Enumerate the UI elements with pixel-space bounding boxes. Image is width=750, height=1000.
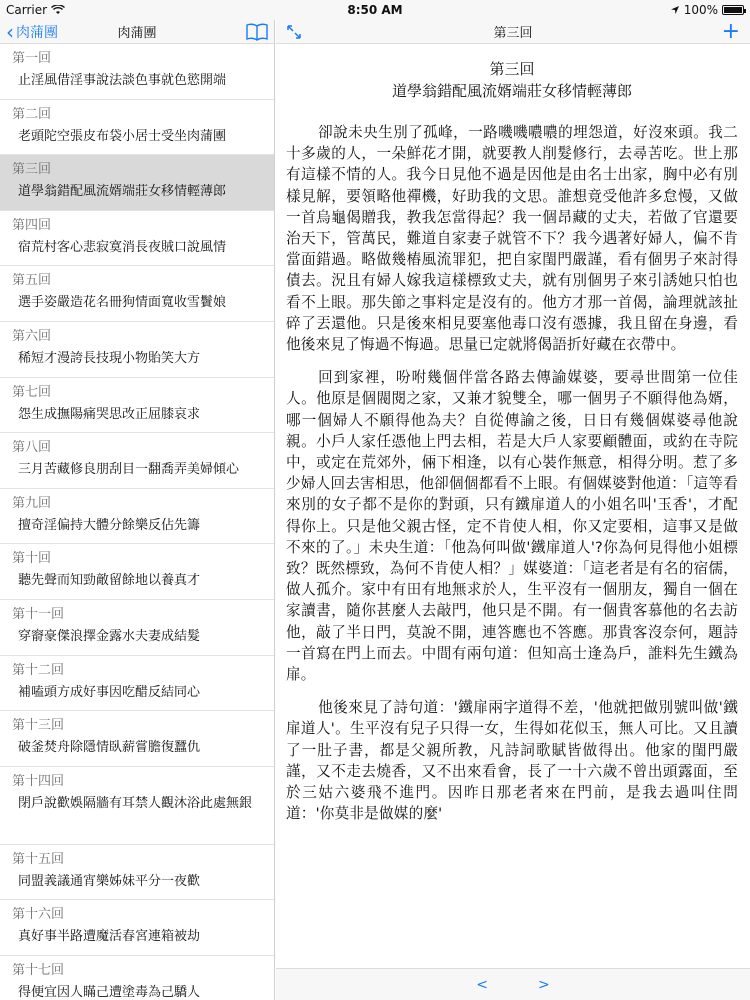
chapter-item[interactable]	[0, 544, 274, 600]
reader-pane	[276, 20, 750, 1000]
previous-page-button[interactable]: <	[476, 976, 488, 993]
chapter-title: 閉戶說歡娛隔牆有耳禁人觀沐浴此處無銀	[18, 795, 253, 811]
chapter-item[interactable]	[0, 100, 274, 156]
chapter-sidebar	[0, 20, 275, 1000]
chapter-number: 第七回	[12, 384, 52, 400]
chapter-number: 第十七回	[12, 962, 65, 978]
paragraph: 他後來見了詩句道：'鐵扉兩字道得不差，'他就把做別號叫做'鐵扉道人'。生平沒有兒子只得一女，生得如花似玉，無人可比。又且讀了一肚子書，都是父親所教，凡詩詞歌賦皆做得出。他家的閨門嚴謹，又不走去燒香，又不出來看會，長了一十六歲不曾出頭露面，至於三姑六婆飛不進門。因昨日那老者來在門前，是我去過叫住問道：'你莫非是做媒的麼'	[286, 699, 738, 823]
back-button[interactable]	[6, 22, 58, 42]
chapter-item[interactable]	[0, 44, 274, 100]
paragraph: 卻說未央生別了孤峰，一路嘰嘰噥噥的埋怨道，好沒來頭。我二十多歲的人，一朵鮮花才開，就要教人削髮修行，去尋苦吃。世上那有這樣不情的人。我今日見他不過是因他是由名士出家，胸中必有別樣見解，要領略他禪機，好助我的文思。誰想竟受他許多怠慢，又做一首烏龜偈贈我，教我怎當得起？我一個昂藏的丈夫，若做了官還要治天下，管萬民，難道自家妻子就管不下？我今遇著好婦人，偏不肯當面錯過。略做幾樁風流罪犯，把自家閨門嚴謹，看有個男子來討得債去。況且有婦人嫁我這樣標致丈夫，就有別個男子來引誘她只怕也看不上眼。那失節之事料定是沒有的。他方才那一首偈，論理就該扯碎了丟還他。只是後來相見要塞他毒口沒有憑據，我且留在身邊，看他後來見了悔過不悔過。思量已定就將偈語折好藏在衣帶中。	[286, 124, 738, 354]
chapter-title: 老頭陀空張皮布袋小居士受坐肉蒲團	[18, 128, 227, 144]
expand-icon[interactable]	[286, 24, 302, 40]
chevron-left-icon: ‹	[6, 20, 14, 44]
chapter-number: 第八回	[12, 440, 52, 456]
chapter-item[interactable]	[0, 711, 274, 767]
chapter-item-selected[interactable]	[0, 155, 274, 211]
location-arrow-icon	[670, 5, 680, 15]
reader-title: 第三回	[493, 26, 533, 41]
chapter-title: 穿窬豪傑浪擇金露水夫妻成結髮	[18, 628, 201, 644]
chapter-item[interactable]	[0, 322, 274, 378]
chapter-item[interactable]	[0, 845, 274, 901]
chapter-title: 真好事半路遭魔活春宮連箱被劫	[18, 929, 201, 945]
chapter-number: 第十一回	[12, 606, 65, 622]
chapter-title: 選手姿嚴造花名冊狗情面寬收雪鬢娘	[18, 295, 227, 311]
chapter-title: 補嗑頭方成好事因吃醋反結同心	[18, 684, 201, 700]
chapter-title: 宿荒村客心悲寂寞消長夜賊口說風情	[18, 239, 227, 255]
chapter-list	[0, 44, 274, 1000]
book-icon[interactable]	[246, 23, 268, 41]
clock: 8:50 AM	[347, 3, 403, 17]
chapter-number: 第五回	[12, 273, 52, 289]
battery-icon	[722, 5, 744, 15]
chapter-item[interactable]	[0, 600, 274, 656]
chapter-number: 第十二回	[12, 662, 65, 678]
chapter-item[interactable]	[0, 211, 274, 267]
wifi-icon	[51, 5, 65, 15]
reader-navbar	[276, 20, 750, 44]
chapter-title: 三月苦藏修良朋刮目一翻喬弄美婦傾心	[18, 462, 240, 478]
chapter-number: 第十六回	[12, 907, 65, 923]
status-bar	[0, 0, 750, 20]
chapter-item[interactable]	[0, 378, 274, 434]
battery-group	[670, 3, 744, 17]
chapter-number: 第六回	[12, 328, 52, 344]
carrier-label: Carrier	[6, 3, 48, 17]
chapter-heading: 第三回	[489, 60, 535, 78]
paragraph: 回到家裡，吩咐幾個伴當各路去傳諭媒婆，要尋世間第一位佳人。他原是個閥閱之家，又兼才貌雙全，哪一個男子不願得他為婿，哪一個婦人不願得他為夫？自從傳諭之後，日日有幾個媒婆尋他說親。小戶人家任憑他上門去相，若是大戶人家要顧體面，或約在寺院中，或定在荒郊外，倆下相逢，以有心裝作無意，相得分明。惹了多少婦人回去害相思，他卻個個都看不上眼。有個媒婆對他道：「這等看來別的女子都不是你的對頭，只有鐵扉道人的小姐名叫'玉香'，才配得你上。只是他父親古怪，定不肯使人相，你又定要相，這事又是做不來的了。」未央生道：「他為何叫做'鐵扉道人'?你為何見得他小姐標致？既然標致，為何不肯使人相？」媒婆道：「這老者是有名的宿儒，做人孤介。家中有田有地無求於人，生平沒有一個朋友，獨自一個在家讀書，隨你甚麼人去敲門，他只是不開。有一個貴客慕他的名去訪他，敲了半日門，莫說不開，連答應也不答應。那貴客沒奈何，題詩一首寫在門上而去。中間有兩句道：但知高士逢為戶，誰料先生鐵為扉。	[286, 369, 738, 684]
chapter-item[interactable]	[0, 656, 274, 712]
chapter-item[interactable]	[0, 433, 274, 489]
chapter-title: 破釜焚舟除隱情臥薪嘗膽復蠶仇	[18, 740, 201, 756]
chapter-title: 稀短才漫誇長技現小物貽笑大方	[18, 350, 201, 366]
chapter-title: 道學翁錯配風流婿端莊女移情輕薄郎	[18, 184, 227, 200]
back-label: 肉蒲團	[16, 24, 58, 41]
chapter-content	[276, 44, 750, 988]
chapter-item[interactable]	[0, 956, 274, 1000]
chapter-title: 怨生成撫陽痛哭思改正屈膝哀求	[18, 406, 201, 422]
chapter-number: 第二回	[12, 106, 52, 122]
chapter-title: 聽先聲而知勁敵留餘地以養真才	[18, 573, 201, 589]
carrier-group	[6, 3, 65, 17]
chapter-title: 止淫風借淫事說法談色事就色慾開端	[18, 73, 227, 88]
chapter-number: 第三回	[12, 162, 52, 178]
chapter-number: 第十四回	[12, 773, 65, 789]
chapter-number: 第一回	[12, 51, 52, 66]
chapter-item[interactable]	[0, 900, 274, 956]
chapter-item[interactable]	[0, 266, 274, 322]
chapter-title: 得便宜因人瞞己遭塗毒為己驕人	[18, 984, 201, 1000]
chapter-item[interactable]	[0, 489, 274, 545]
sidebar-title: 肉蒲團	[117, 26, 157, 41]
add-button[interactable]: +	[721, 18, 740, 44]
chapter-heading-title: 道學翁錯配風流婿端莊女移情輕薄郎	[391, 82, 632, 100]
chapter-item[interactable]	[0, 767, 274, 845]
next-page-button[interactable]: >	[538, 976, 550, 993]
chapter-number: 第九回	[12, 495, 52, 511]
chapter-number: 第十三回	[12, 718, 65, 734]
chapter-title: 擅奇淫偏持大體分餘樂反佔先籌	[18, 517, 201, 533]
chapter-number: 第四回	[12, 217, 52, 233]
chapter-number: 第十五回	[12, 851, 65, 867]
chapter-title: 同盟義議通宵樂姊妹平分一夜歡	[18, 873, 201, 889]
battery-percent: 100%	[683, 3, 718, 17]
sidebar-navbar	[0, 20, 274, 44]
chapter-number: 第十回	[12, 551, 52, 567]
page-navigation	[276, 968, 750, 1000]
